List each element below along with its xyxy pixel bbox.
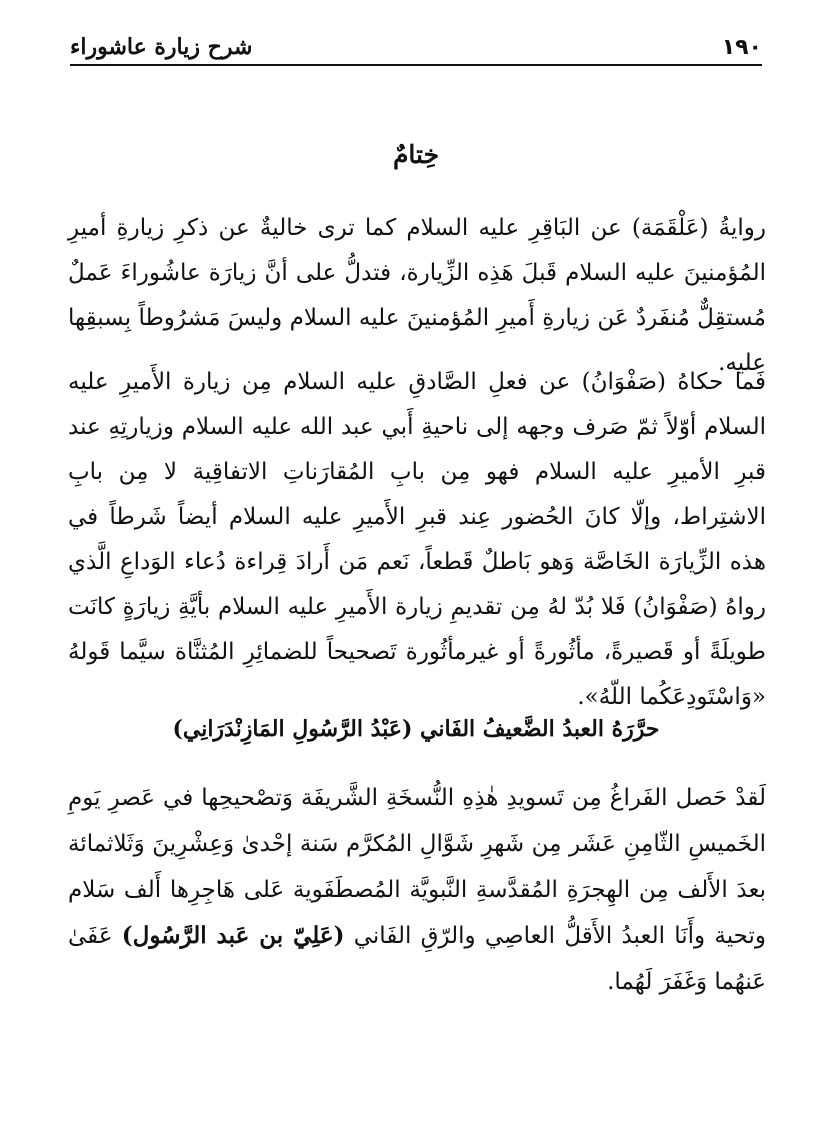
running-title: شرح زيارة عاشوراء bbox=[70, 34, 253, 60]
author-name: (عَلِيّ بن عَبد الرَّسُول) bbox=[121, 922, 345, 949]
page-header bbox=[70, 24, 762, 60]
header-divider bbox=[70, 64, 762, 66]
colophon-text: لَقدْ حَصل الفَراغُ مِن تَسويدِ هٰذِهِ النُّسخَةِ الشَّريفَة وَتصْحيحِها في عَصرِ يَومِ الخَميسِ الثّامِنِ عَشَر مِن شَهرِ شَوَّالِ المُكرَّم سَنة إحْدىٰ وَعِشْرِينَ وَثَلاثمائة بعدَ الأَلف مِن الهِجرَةِ المُقدَّسةِ النَّبويَّة المُصطَفَوية عَلى هَاجِرِها أَلف سَلام وتحية وأَنَا العبدُ الأَقلُّ العاصِي والرّقِ الفَاني bbox=[68, 785, 767, 949]
paragraph-1-block bbox=[68, 206, 766, 386]
paragraph-2-block bbox=[68, 360, 766, 720]
colophon-closing: عَفَىٰ عَنهُما وَغَفَرَ لَهُما. bbox=[68, 923, 766, 995]
colophon-paragraph bbox=[68, 775, 766, 1005]
signature-line: حرَّرَهُ العبدُ الضَّعيفُ الفَاني (عَبْدُ الرَّسُولِ المَازِنْدَرَانِي) bbox=[172, 716, 660, 742]
colophon-block bbox=[68, 775, 766, 1005]
page-number: ١٩٠ bbox=[721, 35, 762, 60]
section-title: خِتامٌ bbox=[392, 140, 440, 169]
paragraph-2: فَما حكاهُ (صَفْوَانُ) عن فعلِ الصَّادقِ عليه السلام مِن زيارة الأَميرِ عليه السلام أوّلاً ثمّ صَرف وجهه إلى ناحيةِ أَبي عبد الله عليه السلام وزيارتِهِ عند قبرِ الأميرِ عليه السلام فهو مِن بابِ المُقارَناتِ الاتفاقِية لا مِن بابِ الاشتِراط، وإلّا كانَ الحُضور عِند قبرِ الأَميرِ عليه السلام أيضاً شَرطاً في هذه الزِّيارَة الخَاصَّة وَهو بَاطلٌ قَطعاً، نَعم مَن أَرادَ قِراءة دُعاء الوَداعِ الَّذي رواهُ (صَفْوَانُ) فَلا بُدّ لهُ مِن تقديمِ زيارة الأَميرِ عليه السلام بأيَّةِ زيارَةٍ كانَت طويلَةً أو قَصيرةً، مأثُورةً أو غيرمأثُورة تَصحيحاً للضمائِرِ المُثنَّاة سيَّما قَولهُ «وَاسْتَودِعَكُما اللّهُ». bbox=[68, 369, 766, 710]
paragraph-1: روايةُ (عَلْقَمَة) عن البَاقِرِ عليه السلام كما ترى خاليةٌ عن ذكرِ زيارةِ أميرِ المُؤمنينَ عليه السلام قَبلَ هَذِه الزِّيارة، فتدلُّ على أنَّ زيارَة عاشُوراءَ عَملٌ مُستقِلٌّ مُنفَردٌ عَن زيارةِ أَميرِ المُؤمنينَ عليه السلام وليسَ مَشرُوطاً بِسبقِها عليه. bbox=[68, 215, 766, 376]
